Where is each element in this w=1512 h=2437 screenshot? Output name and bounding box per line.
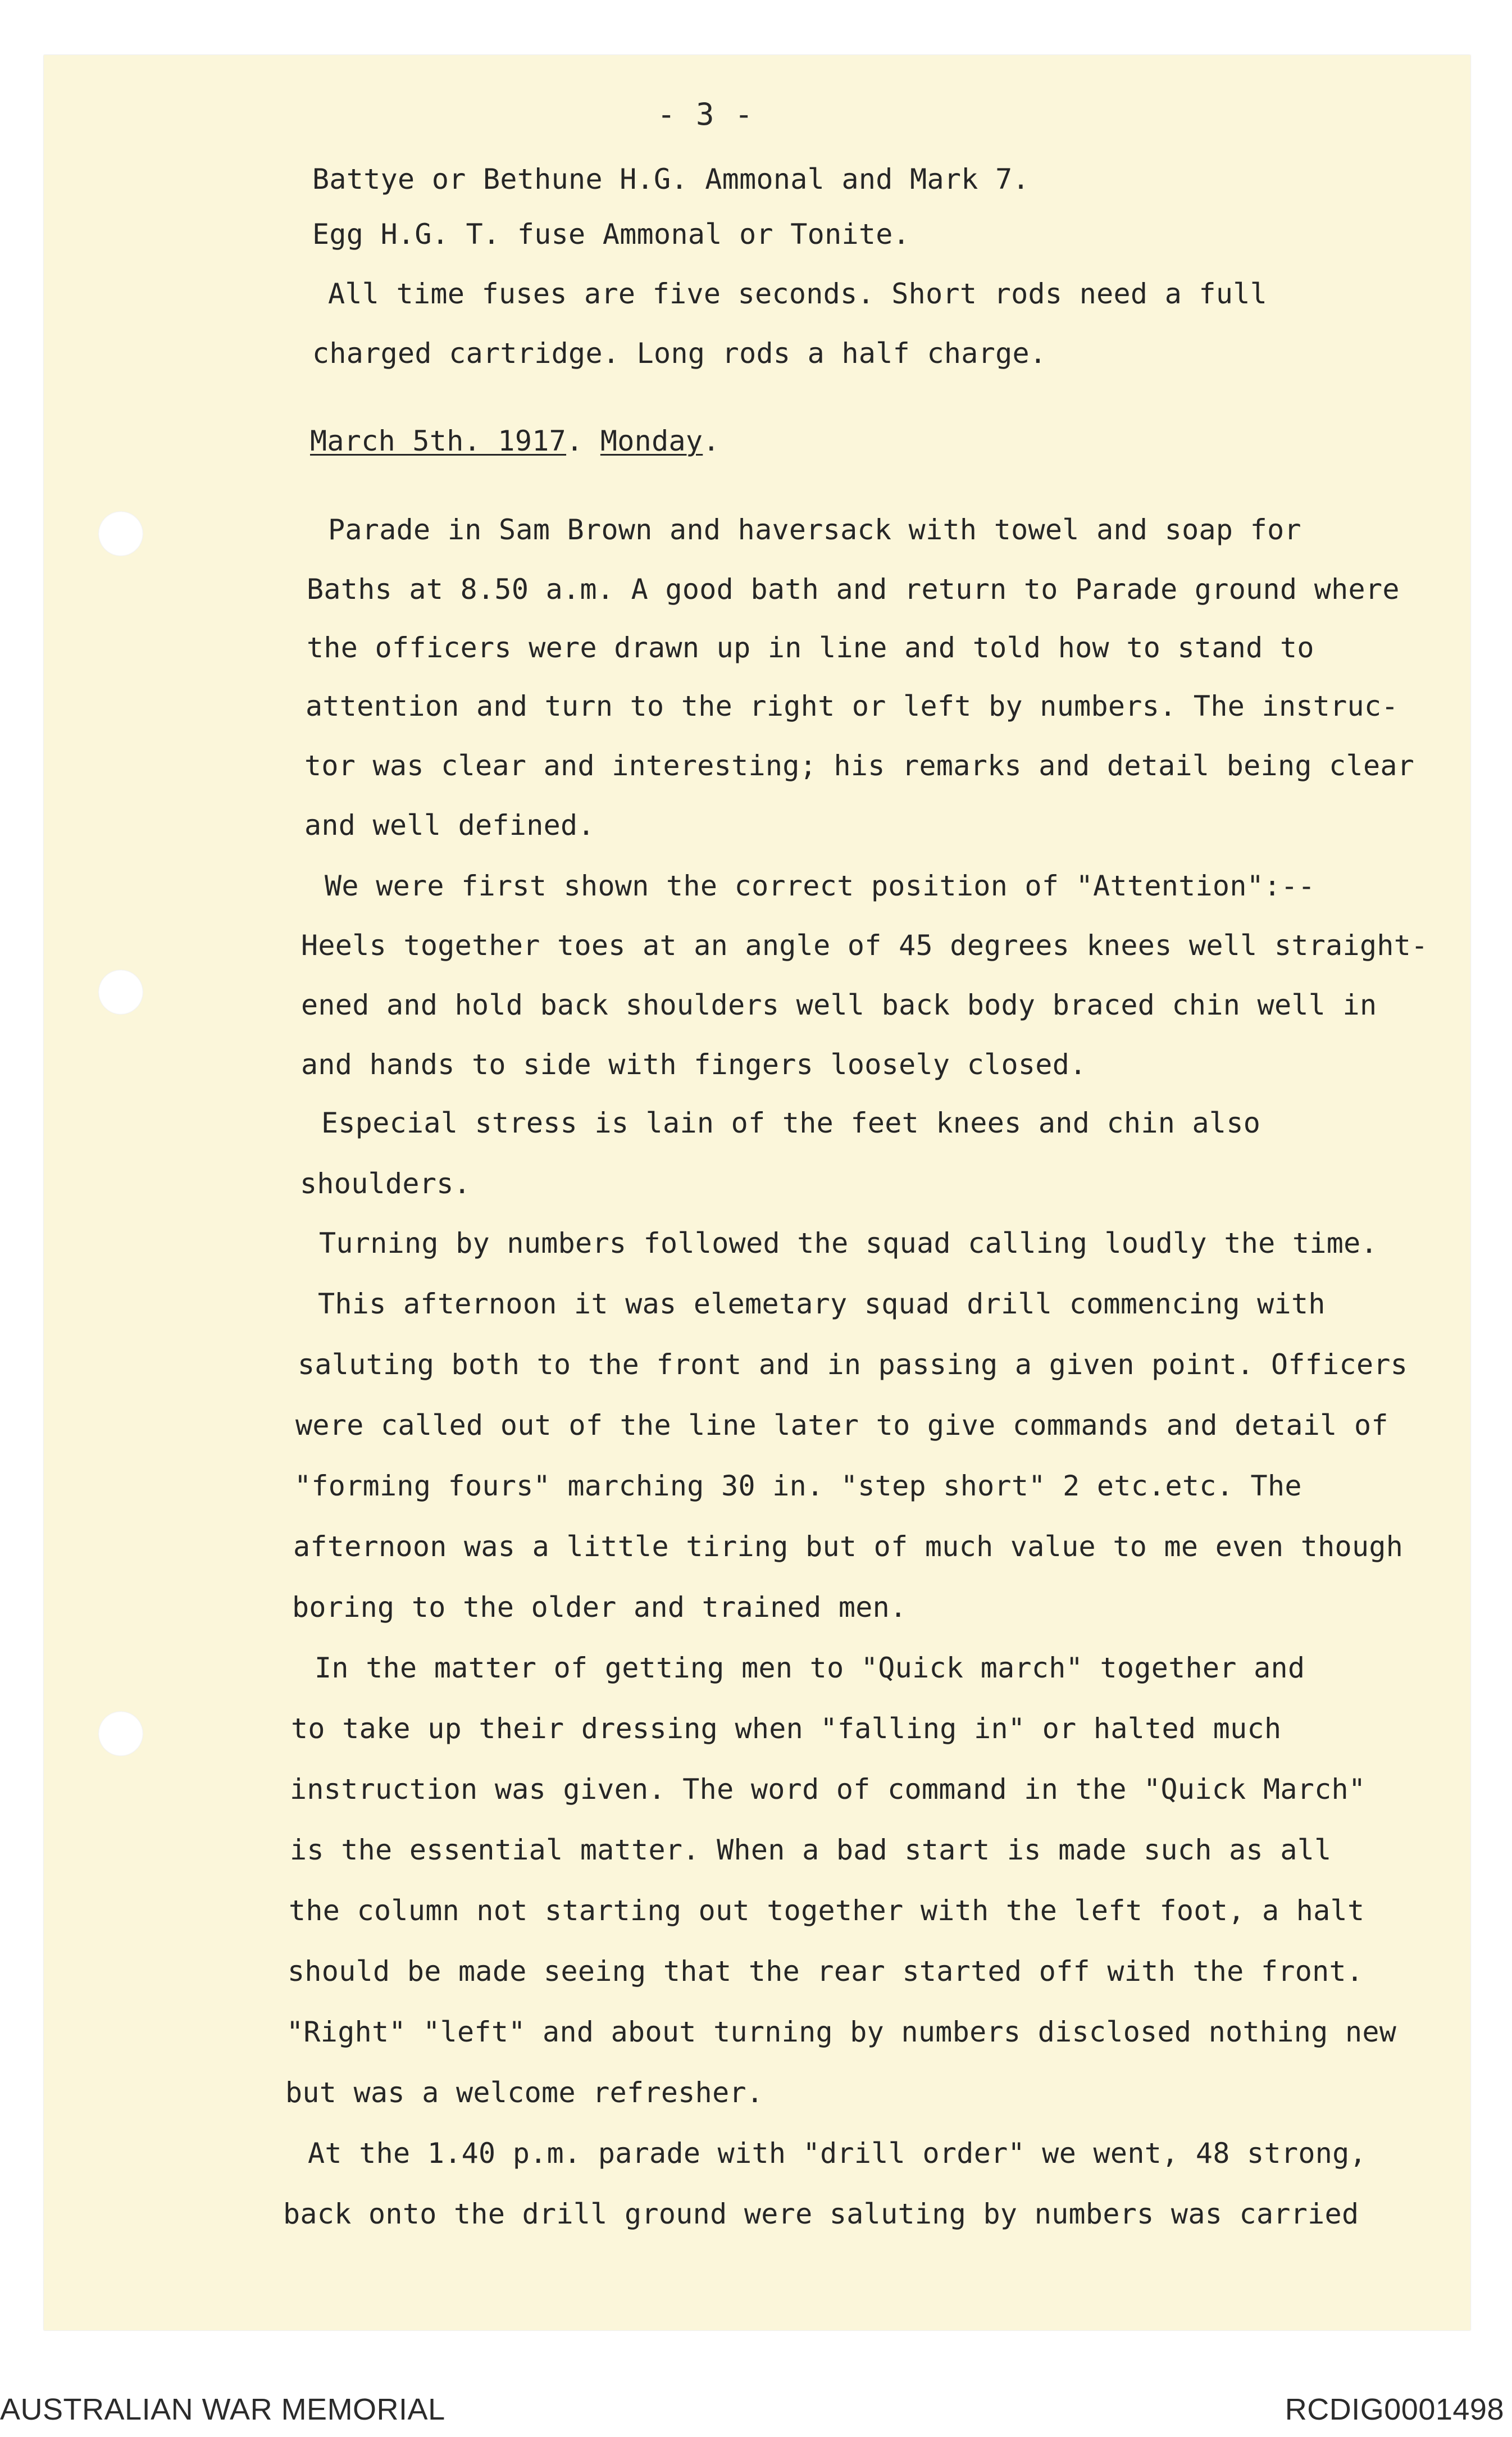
text-line: instruction was given. The word of command in the "Quick March" xyxy=(290,1773,1366,1806)
text-line: Parade in Sam Brown and haversack with towel and soap for xyxy=(328,513,1301,546)
text-line: charged cartridge. Long rods a half charge. xyxy=(312,337,1047,370)
heading-day: Monday xyxy=(600,425,703,457)
text-line: tor was clear and interesting; his remarks and detail being clear xyxy=(304,749,1415,782)
text-line: All time fuses are five seconds. Short rods need a full xyxy=(328,278,1268,310)
text-line: Battye or Bethune H.G. Ammonal and Mark 7. xyxy=(312,163,1030,195)
text-line: and well defined. xyxy=(304,809,595,842)
text-line: attention and turn to the right or left by numbers. The instruc- xyxy=(306,690,1399,722)
text-line: "Right" "left" and about turning by numbers disclosed nothing new xyxy=(286,2016,1397,2048)
date-heading xyxy=(310,425,720,457)
heading-end: . xyxy=(703,425,720,457)
text-line: Heels together toes at an angle of 45 degrees knees well straight- xyxy=(301,929,1428,962)
archive-credit: AUSTRALIAN WAR MEMORIAL xyxy=(0,2393,445,2426)
text-line: At the 1.40 p.m. parade with "drill order" we went, 48 strong, xyxy=(308,2137,1367,2170)
text-line: and hands to side with fingers loosely closed. xyxy=(301,1048,1087,1081)
text-line: back onto the drill ground were saluting by numbers was carried xyxy=(283,2198,1359,2230)
text-line: but was a welcome refresher. xyxy=(285,2076,764,2109)
text-line: ened and hold back shoulders well back body braced chin well in xyxy=(301,989,1377,1021)
text-line: "forming fours" marching 30 in. "step short" 2 etc.etc. The xyxy=(294,1470,1302,1502)
heading-separator: . xyxy=(566,425,600,457)
text-line: In the matter of getting men to "Quick march" together and xyxy=(315,1652,1305,1684)
text-line: afternoon was a little tiring but of much value to me even though xyxy=(293,1530,1404,1563)
text-line: Baths at 8.50 a.m. A good bath and return to Parade ground where xyxy=(307,573,1400,606)
typed-page xyxy=(44,55,1470,2330)
heading-date: March 5th. 1917 xyxy=(310,425,567,457)
text-line: the column not starting out together with the left foot, a halt xyxy=(289,1894,1365,1927)
text-line: should be made seeing that the rear started off with the front. xyxy=(288,1955,1364,1988)
text-line: shoulders. xyxy=(300,1167,471,1200)
document-id: RCDIG0001498 xyxy=(1285,2393,1504,2426)
text-line: saluting both to the front and in passing a given point. Officers xyxy=(298,1348,1408,1381)
punch-hole xyxy=(98,511,143,556)
text-line: Especial stress is lain of the feet knees and chin also xyxy=(321,1107,1261,1139)
punch-hole xyxy=(98,970,143,1015)
text-line: were called out of the line later to give commands and detail of xyxy=(295,1409,1388,1442)
punch-hole xyxy=(98,1711,143,1756)
text-line: We were first shown the correct position of "Attention":-- xyxy=(325,870,1315,902)
text-line: is the essential matter. When a bad start is made such as all xyxy=(290,1834,1332,1866)
text-line: boring to the older and trained men. xyxy=(292,1591,907,1624)
text-line: Turning by numbers followed the squad calling loudly the time. xyxy=(319,1227,1378,1260)
page-number: - 3 - xyxy=(657,97,754,132)
text-line: the officers were drawn up in line and told how to stand to xyxy=(307,631,1314,664)
text-line: Egg H.G. T. fuse Ammonal or Tonite. xyxy=(312,218,910,251)
text-line: to take up their dressing when "falling in" or halted much xyxy=(291,1712,1282,1745)
text-line: This afternoon it was elemetary squad drill commencing with xyxy=(318,1288,1326,1320)
